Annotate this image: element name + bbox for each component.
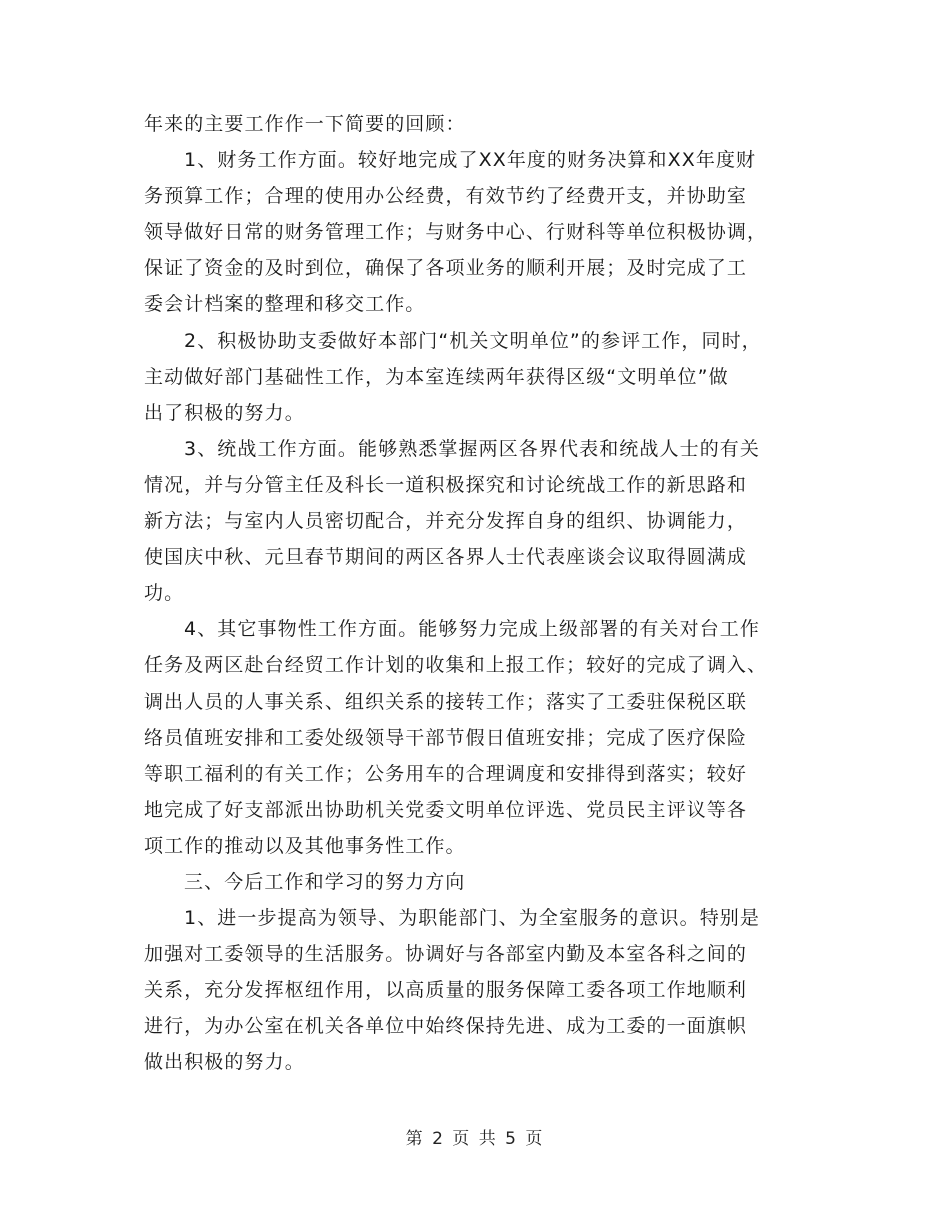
text-line: 主动做好部门基础性工作，为本室连续两年获得区级“文明单位”做 bbox=[144, 365, 729, 388]
text-line: 加强对工委领导的生活服务。协调好与各部室内勤及本室各科之间的 bbox=[144, 943, 748, 966]
text-line: 调出人员的人事关系、组织关系的接转工作；落实了工委驻保税区联 bbox=[144, 690, 748, 713]
text-line: 络员值班安排和工委处级领导干部节假日值班安排；完成了医疗保险 bbox=[144, 726, 748, 749]
text-line: 等职工福利的有关工作；公务用车的合理调度和安排得到落实；较好 bbox=[144, 762, 748, 785]
text-line: 做出积极的努力。 bbox=[144, 1051, 305, 1074]
text-line: 情况，并与分管主任及科长一道积极探究和讨论统战工作的新思路和 bbox=[144, 473, 748, 496]
text-line: 出了积极的努力。 bbox=[144, 401, 305, 424]
text-line: 1、进一步提高为领导、为职能部门、为全室服务的意识。特别是 bbox=[184, 907, 760, 930]
text-line: 领导做好日常的财务管理工作；与财务中心、行财科等单位积极协调， bbox=[144, 221, 768, 244]
text-line: 2、积极协助支委做好本部门“机关文明单位”的参评工作，同时， bbox=[184, 329, 762, 352]
text-line: 年来的主要工作作一下简要的回顾： bbox=[144, 113, 466, 135]
text-line: 4、其它事物性工作方面。能够努力完成上级部署的有关对台工作 bbox=[184, 618, 760, 641]
text-line: 功。 bbox=[144, 582, 185, 605]
text-line: 务预算工作；合理的使用办公经费，有效节约了经费开支，并协助室 bbox=[144, 185, 748, 208]
text-line: 新方法；与室内人员密切配合，并充分发挥自身的组织、协调能力， bbox=[144, 510, 748, 533]
text-line: 关系，充分发挥枢纽作用，以高质量的服务保障工委各项工作地顺利 bbox=[144, 979, 748, 1002]
document-body bbox=[144, 106, 824, 1081]
text-line: 任务及两区赴台经贸工作计划的收集和上报工作；较好的完成了调入、 bbox=[144, 654, 768, 677]
text-line: 进行，为办公室在机关各单位中始终保持先进、成为工委的一面旗帜 bbox=[144, 1015, 748, 1038]
text-line: 保证了资金的及时到位，确保了各项业务的顺利开展；及时完成了工 bbox=[144, 257, 748, 280]
text-line: 地完成了好支部派出协助机关党委文明单位评选、党员民主评议等各 bbox=[144, 798, 748, 821]
text-line: 1、财务工作方面。较好地完成了XX年度的财务决算和XX年度财 bbox=[184, 149, 757, 172]
text-line: 使国庆中秋、元旦春节期间的两区各界人士代表座谈会议取得圆满成 bbox=[144, 546, 748, 569]
page-footer: 第 2 页 共 5 页 bbox=[405, 1129, 545, 1149]
text-line: 3、统战工作方面。能够熟悉掌握两区各界代表和统战人士的有关 bbox=[184, 437, 760, 460]
text-line: 项工作的推动以及其他事务性工作。 bbox=[144, 834, 466, 857]
text-line: 委会计档案的整理和移交工作。 bbox=[144, 293, 426, 316]
text-line: 三、今后工作和学习的努力方向 bbox=[184, 870, 466, 893]
